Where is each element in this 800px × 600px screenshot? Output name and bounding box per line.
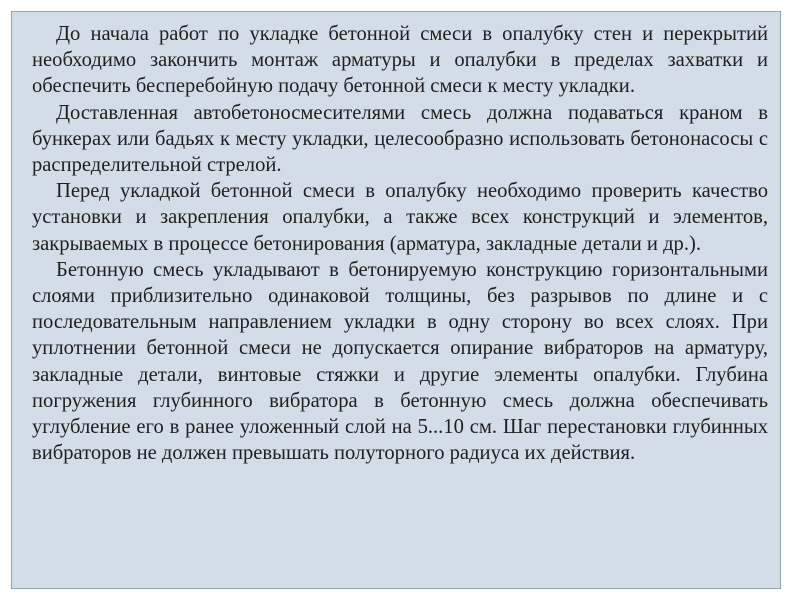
- paragraph-inspection: Перед укладкой бетонной смеси в опалубку необходимо проверить качество установки и закрепления опалубки, а также всех конструкций и элементов, закрываемых в процессе бетонирования (арматура, закладные детали и др.).: [32, 180, 768, 255]
- paragraph-delivery: Доставленная автобетоносмесителями смесь должна подаваться краном в бункерах или бадьях к месту укладки, целесообразно использовать бетононасосы с распределительной стрелой.: [32, 101, 768, 177]
- paragraph-placement: Бетонную смесь укладывают в бетонируемую конструкцию горизонтальными слоями приблизительно одинаковой толщины, без разрывов по длине и с последовательным направлением укладки в одну сторону во всех слоях. При уплотнении бетонной смеси не допускается опирание вибраторов на арматуру, закладные детали, винтовые стяжки и другие элементы опалубки. Глубина погружения глубинного вибратора в бетонную смесь должна обеспечивать углубление его в ранее уложенный слой на 5...10 см. Шаг перестановки глубинных вибраторов не должен превышать полуторного радиуса их действия.: [32, 258, 768, 465]
- paragraph-preparation: До начала работ по укладке бетонной смеси в опалубку стен и перекрытий необходимо закончить монтаж арматуры и опалубки в пределах захватки и обеспечить бесперебойную подачу бетонной смеси к месту укладки.: [32, 23, 768, 98]
- text-panel: [11, 11, 781, 589]
